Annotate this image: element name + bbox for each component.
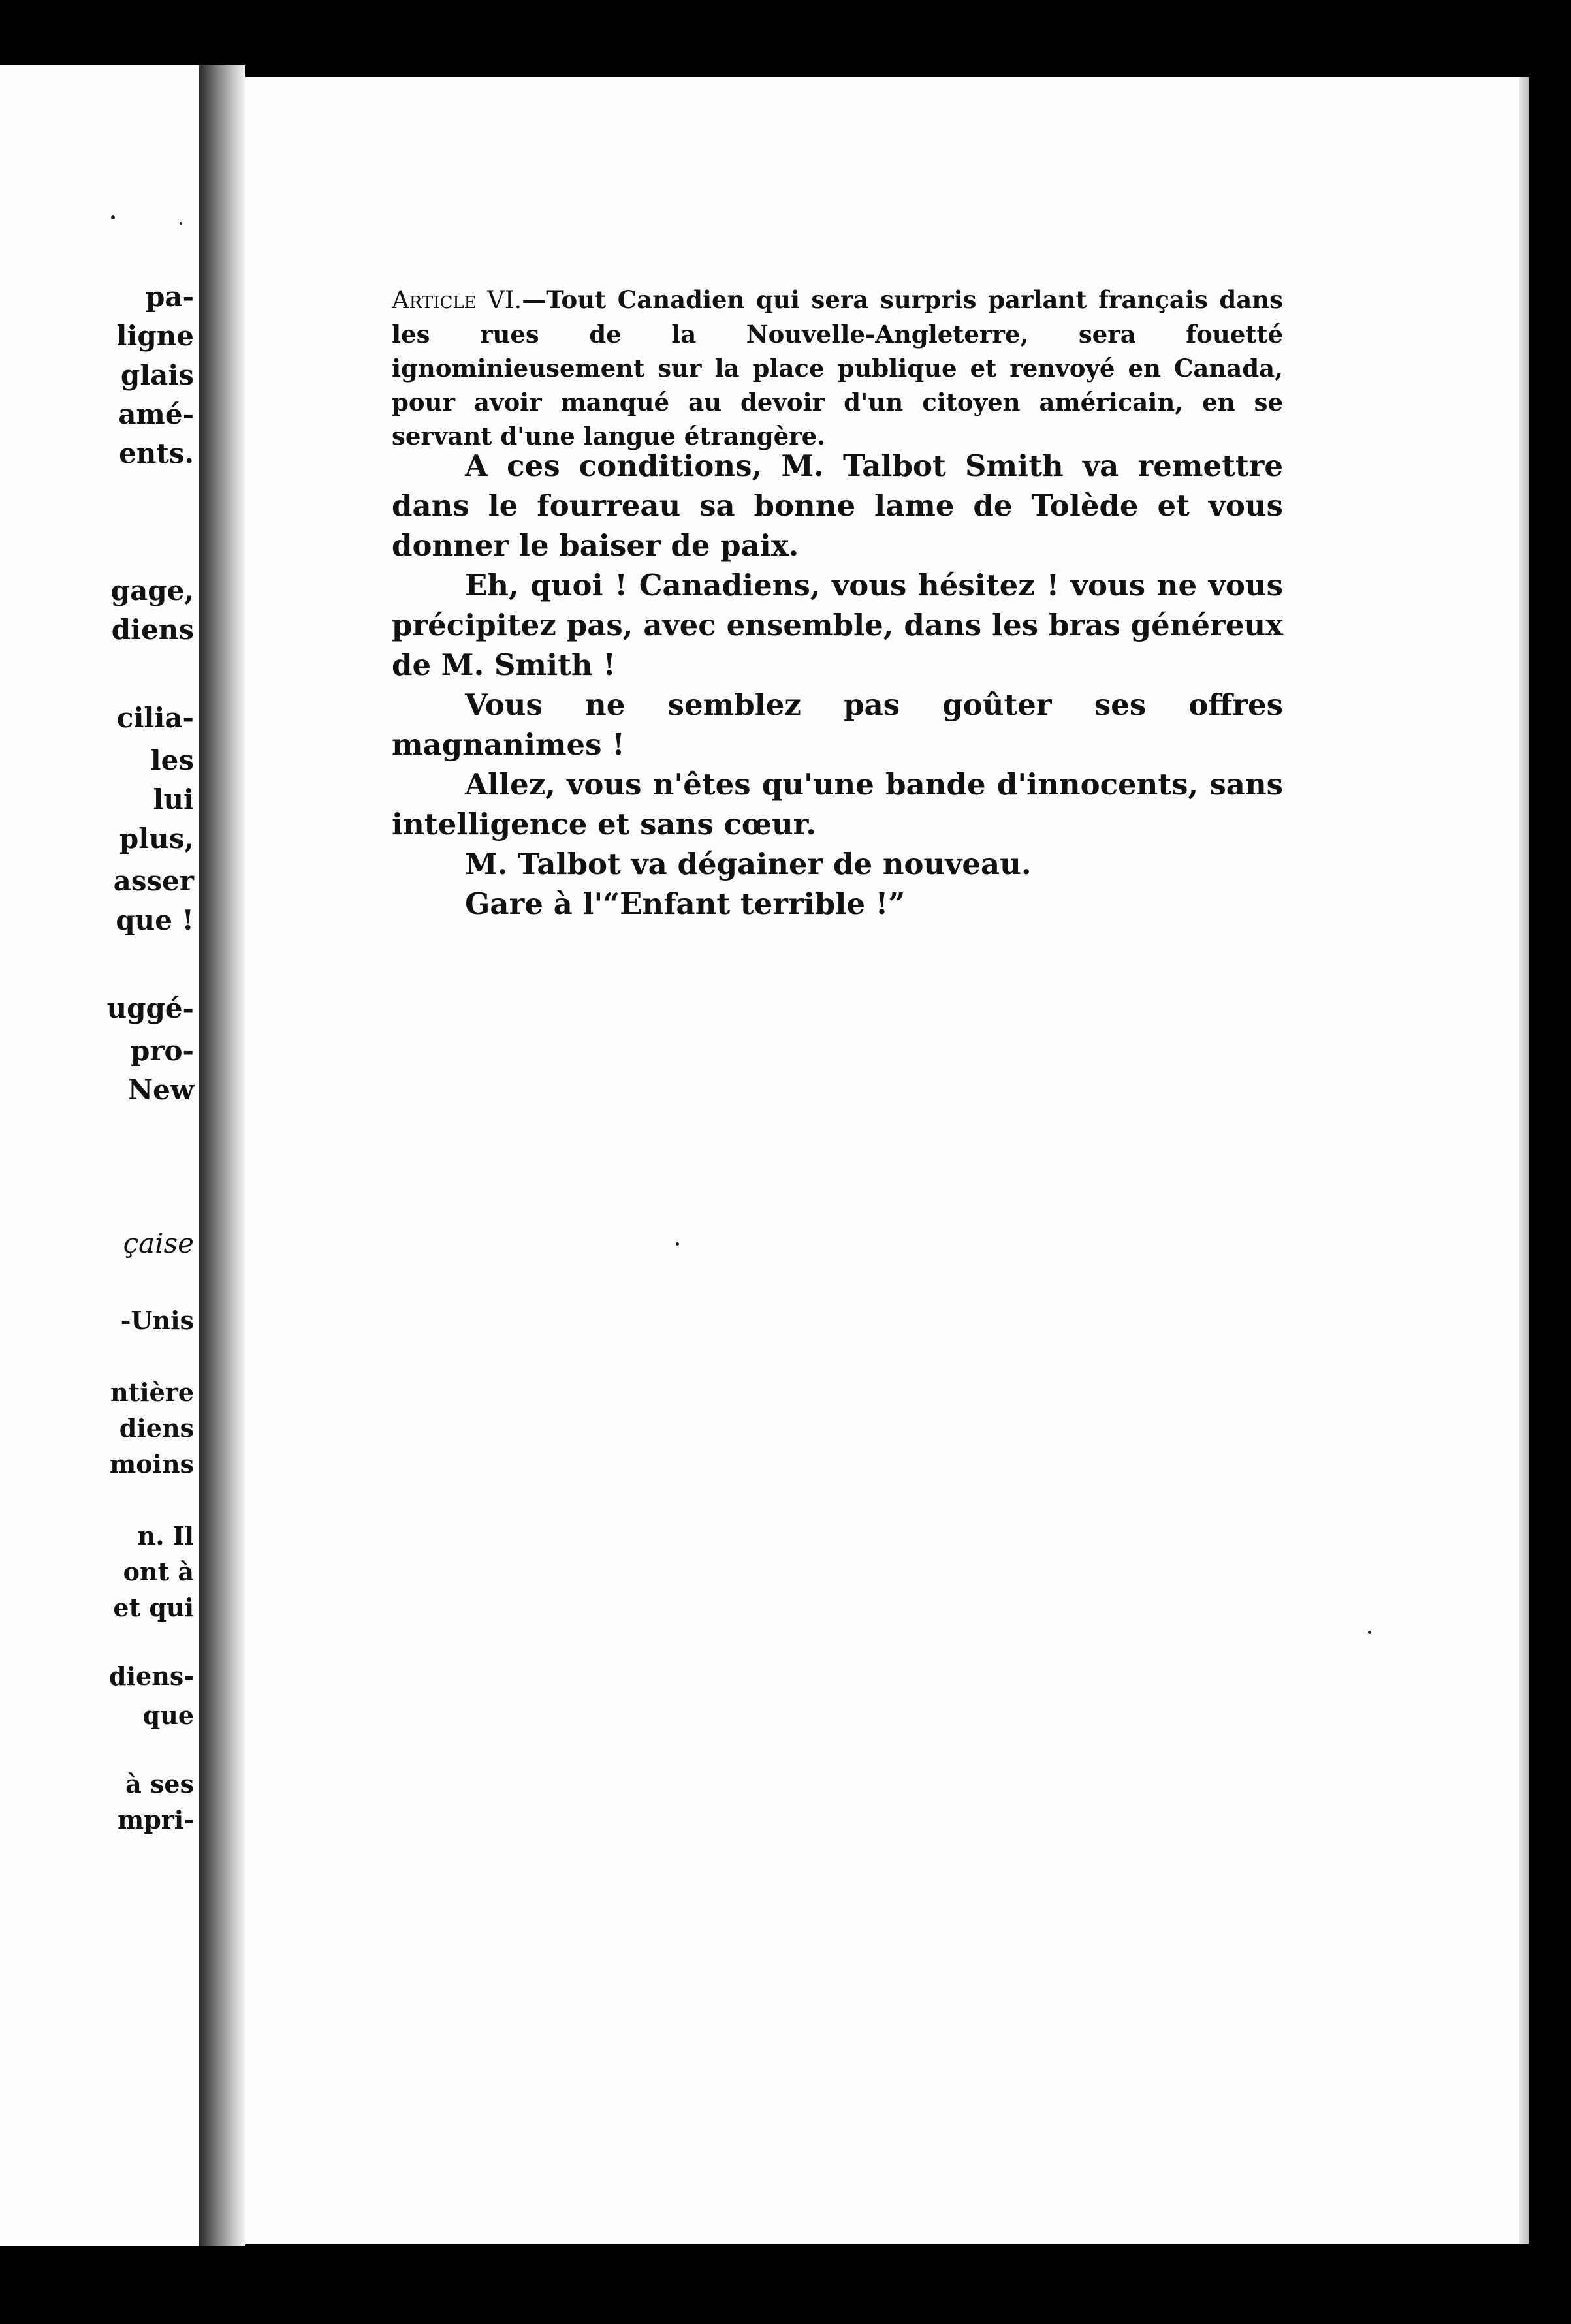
ink-speck bbox=[180, 222, 182, 225]
left-line-12: asser bbox=[113, 865, 194, 897]
paragraph: Gare à l'“Enfant terrible !” bbox=[465, 887, 906, 921]
left-line-5: ents. bbox=[119, 437, 194, 469]
ink-speck bbox=[676, 1242, 679, 1246]
left-line-28: mpri- bbox=[117, 1805, 194, 1834]
current-page bbox=[245, 77, 1529, 2244]
article-text: —Tout Canadien qui sera surpris parlant français dans les rues de la Nouvelle-Angleterre, sera fouetté ignominieusement sur la place publique et renvoyé en Canada, pour avoir manqué au devoir d'un citoyen américain, en se servant d'une langue étrangère. bbox=[392, 285, 1283, 450]
left-line-18: -Unis bbox=[120, 1306, 194, 1335]
ink-speck bbox=[111, 215, 115, 219]
left-line-8: cilia- bbox=[116, 702, 194, 734]
left-line-6: gage, bbox=[110, 574, 194, 606]
paragraph: Allez, vous n'êtes qu'une bande d'innocents, sans intelligence et sans cœur. bbox=[392, 767, 1283, 841]
left-line-7: diens bbox=[111, 614, 194, 646]
left-line-15: pro- bbox=[131, 1035, 194, 1067]
left-line-16: New bbox=[127, 1074, 194, 1106]
article-six-excerpt bbox=[392, 283, 1283, 453]
left-line-17: çaise bbox=[123, 1227, 194, 1259]
left-line-10: lui bbox=[153, 783, 194, 815]
previous-page-fragment bbox=[0, 65, 199, 2246]
left-line-25: diens- bbox=[109, 1661, 194, 1691]
left-line-26: que bbox=[142, 1701, 194, 1730]
page-edge bbox=[1519, 77, 1529, 2244]
article-heading: Article VI. bbox=[392, 286, 522, 314]
left-line-23: ont à bbox=[123, 1557, 194, 1586]
left-line-4: amé- bbox=[118, 398, 194, 430]
main-text bbox=[392, 446, 1283, 924]
left-line-1: pa- bbox=[145, 281, 194, 313]
left-line-20: diens bbox=[119, 1413, 194, 1443]
left-line-13: que ! bbox=[116, 904, 194, 936]
paragraph: M. Talbot va dégainer de nouveau. bbox=[465, 847, 1032, 881]
left-line-24: et qui bbox=[113, 1593, 194, 1622]
left-line-3: glais bbox=[120, 359, 194, 391]
paragraph: Eh, quoi ! Canadiens, vous hésitez ! vous ne vous précipitez pas, avec ensemble, dans les bras généreux de M. Smith ! bbox=[392, 568, 1283, 682]
left-line-27: à ses bbox=[125, 1769, 194, 1798]
left-line-11: plus, bbox=[119, 823, 194, 855]
left-line-14: uggé- bbox=[106, 992, 194, 1024]
paragraph: Vous ne semblez pas goûter ses offres magnanimes ! bbox=[392, 687, 1283, 762]
left-line-2: ligne bbox=[116, 320, 194, 352]
left-line-21: moins bbox=[109, 1449, 194, 1479]
left-line-22: n. Il bbox=[137, 1521, 194, 1550]
ink-speck bbox=[1368, 1631, 1371, 1634]
book-gutter-shadow bbox=[199, 65, 245, 2246]
left-line-9: les bbox=[150, 744, 194, 776]
left-line-19: ntière bbox=[110, 1377, 194, 1407]
paragraph: A ces conditions, M. Talbot Smith va remettre dans le fourreau sa bonne lame de Tolède et vous donner le baiser de paix. bbox=[392, 448, 1283, 563]
